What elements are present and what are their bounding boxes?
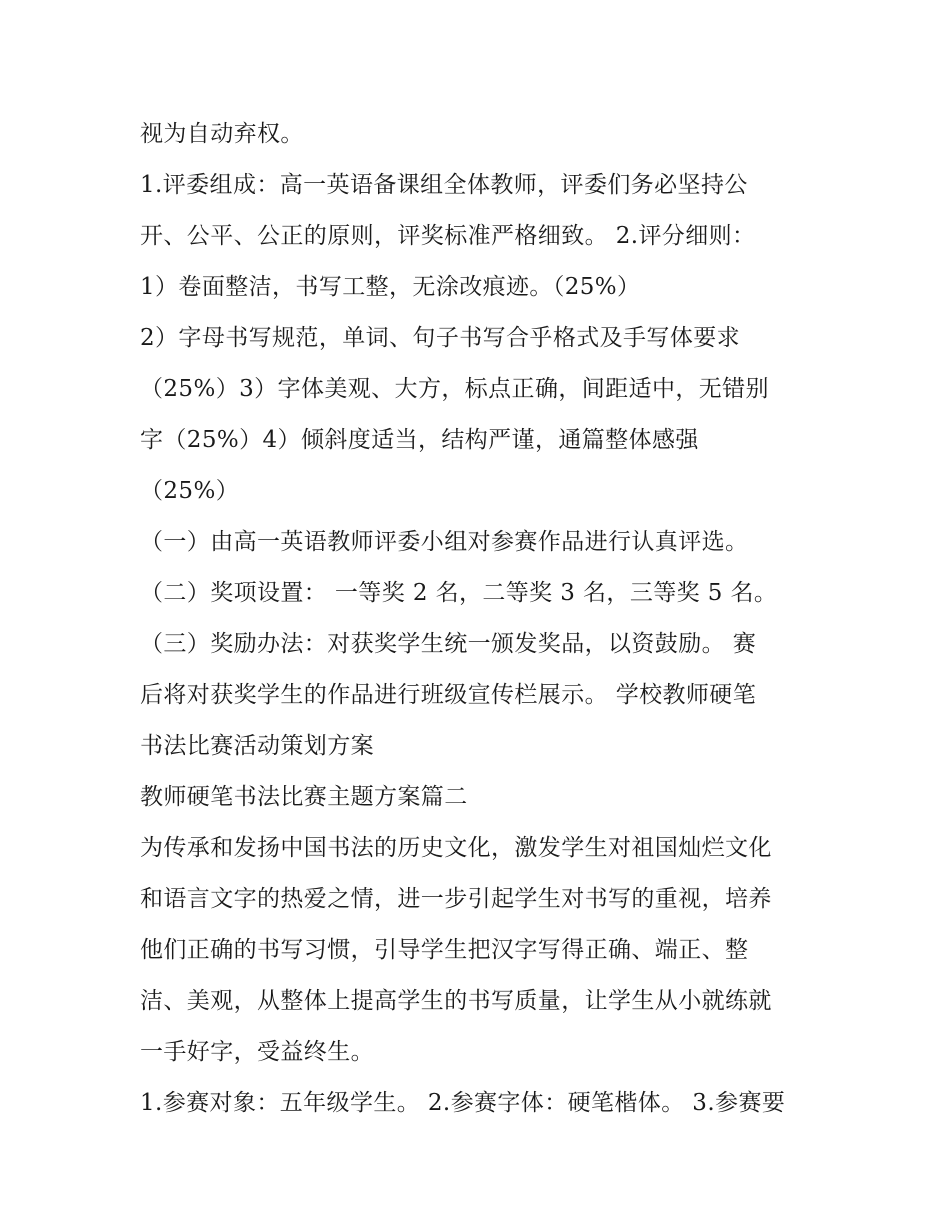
document-body	[140, 109, 830, 1129]
text-line: 2）字母书写规范，单词、句子书写合乎格式及手写体要求	[140, 325, 741, 351]
text-line: 1.参赛对象：五年级学生。 2.参赛字体：硬笔楷体。 3.参赛要	[140, 1090, 786, 1116]
text-line: 后将对获奖学生的作品进行班级宣传栏展示。 学校教师硬笔	[140, 682, 757, 708]
text-line: （25%）3）字体美观、大方，标点正确，间距适中，无错别	[140, 376, 769, 402]
text-line: （二）奖项设置： 一等奖 2 名，二等奖 3 名，三等奖 5 名。	[140, 580, 778, 606]
text-line: 洁、美观，从整体上提高学生的书写质量，让学生从小就练就	[140, 988, 772, 1014]
text-line: 书法比赛活动策划方案	[140, 733, 374, 759]
text-line: 字（25%）4）倾斜度适当，结构严谨，通篇整体感强	[140, 427, 699, 453]
text-line: 他们正确的书写习惯，引导学生把汉字写得正确、端正、整	[140, 937, 749, 963]
text-line: 一手好字，受益终生。	[140, 1039, 374, 1065]
text-line: 1）卷面整洁，书写工整，无涂改痕迹。（25%）	[140, 274, 641, 300]
text-line: （一）由高一英语教师评委小组对参赛作品进行认真评选。	[140, 529, 749, 555]
text-line: （三）奖励办法：对获奖学生统一颁发奖品，以资鼓励。 赛	[140, 631, 757, 657]
text-line: 为传承和发扬中国书法的历史文化，激发学生对祖国灿烂文化	[140, 835, 772, 861]
text-line: 1.评委组成：高一英语备课组全体教师，评委们务必坚持公	[140, 172, 748, 198]
text-line: （25%）	[140, 478, 240, 504]
text-line: 开、公平、公正的原则，评奖标准严格细致。 2.评分细则：	[140, 223, 756, 249]
text-line: 和语言文字的热爱之情，进一步引起学生对书写的重视，培养	[140, 886, 772, 912]
section-heading: 教师硬笔书法比赛主题方案篇二	[140, 784, 468, 810]
text-line: 视为自动弃权。	[140, 121, 304, 147]
